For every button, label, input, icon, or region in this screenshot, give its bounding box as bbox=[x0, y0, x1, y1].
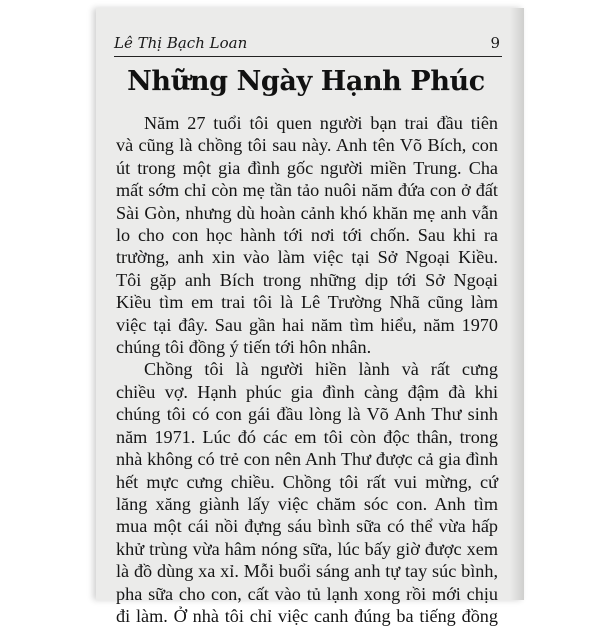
text-line: hết mực cưng chiều. Chồng tôi rất vui mừng, cứ bbox=[116, 471, 498, 492]
paragraph bbox=[116, 358, 498, 627]
text-line: Năm 27 tuổi tôi quen người bạn trai đầu tiên bbox=[144, 113, 498, 133]
book-page bbox=[96, 8, 524, 626]
text-line: là đồ dùng xa xỉ. Mỗi buổi sáng anh tự tay súc bình, bbox=[116, 561, 498, 582]
text-line: lăng xăng giành lấy việc chăm sóc con. Anh tìm bbox=[116, 493, 498, 514]
body-text bbox=[116, 112, 498, 627]
text-line: việc tại đây. Sau gần hai năm tìm hiểu, năm 1970 bbox=[116, 314, 498, 335]
chapter-title: Những Ngày Hạnh Phúc bbox=[127, 66, 485, 97]
text-line: Sài Gòn, nhưng dù hoàn cảnh khó khăn mẹ anh vẫn bbox=[116, 202, 498, 223]
text-line: út trong một gia đình gốc người miền Trung. Cha bbox=[116, 157, 498, 178]
page-number: 9 bbox=[490, 34, 500, 52]
text-line: chiều vợ. Hạnh phúc gia đình càng đậm đà khi bbox=[116, 381, 498, 402]
text-line: và cũng là chồng tôi sau này. Anh tên Võ Bích, con bbox=[116, 135, 498, 156]
text-line: khử trùng vừa hâm nóng sữa, lúc bấy giờ được xem bbox=[116, 538, 498, 559]
running-head: Lê Thị Bạch Loan bbox=[114, 34, 248, 52]
text-line: năm 1971. Lúc đó các em tôi còn độc thân, trong bbox=[116, 426, 498, 447]
text-line: lo cho con học hành tới nơi tới chốn. Sau khi ra bbox=[116, 225, 498, 246]
text-line: Kiều tìm em trai tôi là Lê Trường Nhã cũng làm bbox=[116, 292, 498, 313]
text-line: đi làm. Ở nhà tôi chỉ việc canh đúng ba tiếng đồng bbox=[116, 605, 498, 626]
text-line: pha sữa cho con, cất vào tủ lạnh xong rồi mới chịu bbox=[116, 583, 498, 604]
text-line: Chồng tôi là người hiền lành và rất cưng bbox=[144, 359, 498, 380]
text-line: trường, anh xin vào làm việc tại Sở Ngoại Kiều. bbox=[116, 247, 498, 268]
text-line: Tôi gặp anh Bích trong những dịp tới Sở Ngoại bbox=[116, 269, 498, 290]
text-line: nhà không có trẻ con nên Anh Thư được cả gia đình bbox=[116, 449, 498, 470]
text-line: mất sớm chỉ còn mẹ tần tảo nuôi năm đứa con ở đất bbox=[116, 180, 498, 201]
paragraph bbox=[116, 112, 498, 358]
text-line: mua một cái nồi đựng sáu bình sữa có thể vừa hấp bbox=[116, 516, 498, 537]
header-rule bbox=[114, 56, 502, 57]
text-line: chúng tôi có con gái đầu lòng là Võ Anh Thư sinh bbox=[116, 404, 498, 425]
text-line: chúng tôi đồng ý tiến tới hôn nhân. bbox=[116, 337, 372, 358]
